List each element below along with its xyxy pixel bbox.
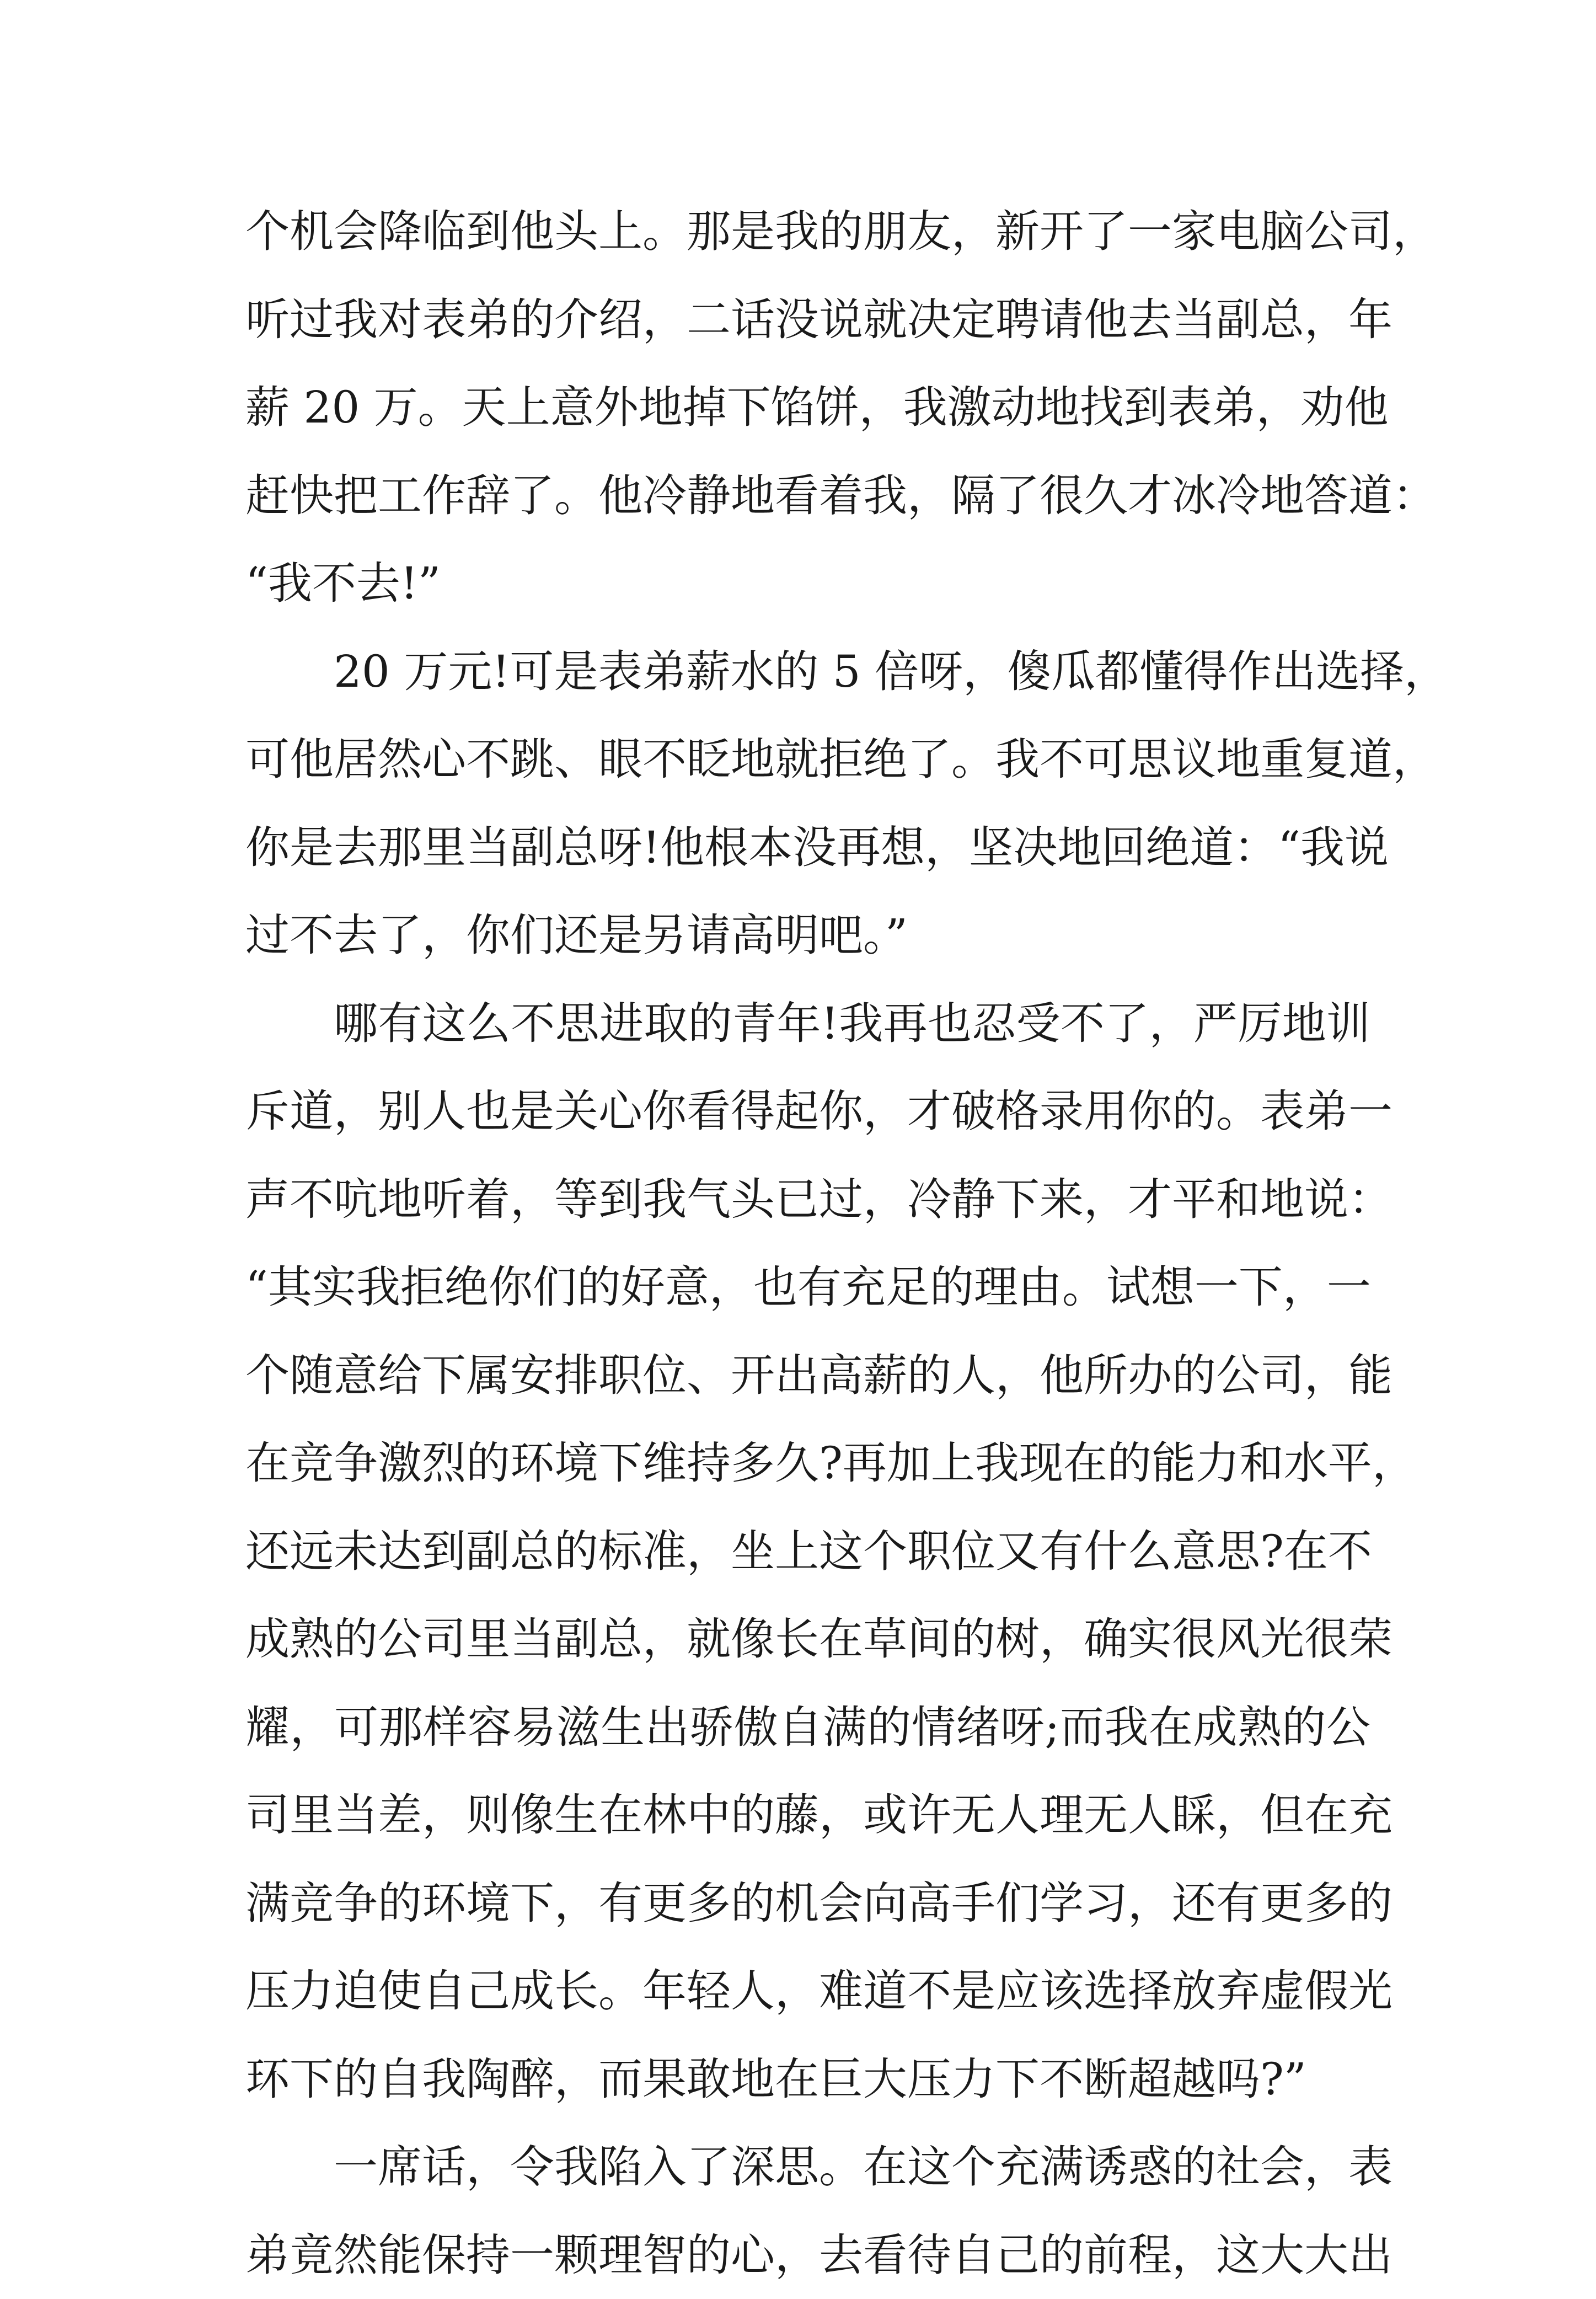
document-body	[245, 188, 1370, 2299]
text-line: 压力迫使自己成长。年轻人，难道不是应该选择放弃虚假光	[245, 1947, 1370, 2035]
text-line: “我不去!”	[245, 539, 1370, 628]
text-line: 声不吭地听着，等到我气头已过，冷静下来，才平和地说：	[245, 1156, 1370, 1244]
text-line: 弟竟然能保持一颗理智的心，去看待自己的前程，这大大出	[245, 2211, 1370, 2299]
text-line: 哪有这么不思进取的青年!我再也忍受不了，严厉地训	[245, 980, 1370, 1068]
text-line: “其实我拒绝你们的好意，也有充足的理由。试想一下，一	[245, 1243, 1370, 1332]
text-line: 可他居然心不跳、眼不眨地就拒绝了。我不可思议地重复道，	[245, 715, 1370, 804]
text-line: 斥道，别人也是关心你看得起你，才破格录用你的。表弟一	[245, 1067, 1370, 1156]
text-line: 耀，可那样容易滋生出骄傲自满的情绪呀;而我在成熟的公	[245, 1683, 1370, 1772]
text-line: 满竞争的环境下，有更多的机会向高手们学习，还有更多的	[245, 1859, 1370, 1948]
text-line: 赶快把工作辞了。他冷静地看着我，隔了很久才冰冷地答道：	[245, 452, 1370, 540]
text-line: 在竞争激烈的环境下维持多久?再加上我现在的能力和水平，	[245, 1419, 1370, 1507]
text-line: 20 万元!可是表弟薪水的 5 倍呀，傻瓜都懂得作出选择，	[245, 628, 1370, 716]
text-line: 过不去了，你们还是另请高明吧。”	[245, 891, 1370, 980]
text-line: 个机会降临到他头上。那是我的朋友，新开了一家电脑公司，	[245, 188, 1370, 276]
text-line: 环下的自我陶醉，而果敢地在巨大压力下不断超越吗?”	[245, 2035, 1370, 2124]
text-line: 成熟的公司里当副总，就像长在草间的树，确实很风光很荣	[245, 1595, 1370, 1683]
text-line: 一席话，令我陷入了深思。在这个充满诱惑的社会，表	[245, 2123, 1370, 2211]
text-line: 个随意给下属安排职位、开出高薪的人，他所办的公司，能	[245, 1332, 1370, 1420]
text-line: 还远未达到副总的标准，坐上这个职位又有什么意思?在不	[245, 1507, 1370, 1596]
text-line: 你是去那里当副总呀!他根本没再想，坚决地回绝道：“我说	[245, 804, 1370, 892]
text-line: 听过我对表弟的介绍，二话没说就决定聘请他去当副总，年	[245, 276, 1370, 364]
text-line: 薪 20 万。天上意外地掉下馅饼，我激动地找到表弟，劝他	[245, 363, 1370, 452]
text-line: 司里当差，则像生在林中的藤，或许无人理无人睬，但在充	[245, 1771, 1370, 1859]
